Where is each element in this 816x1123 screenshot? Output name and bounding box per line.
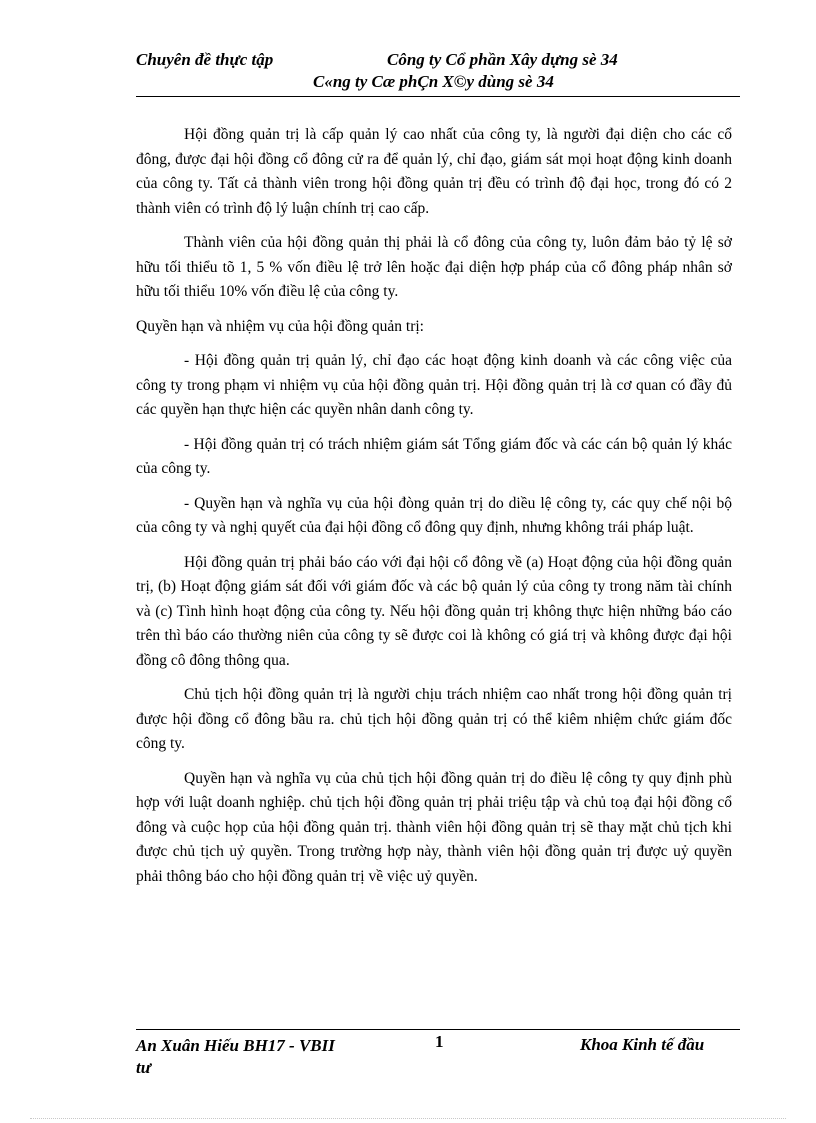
- footer-author-line2: tư: [136, 1058, 151, 1077]
- paragraph-bullet-charter: - Quyền hạn và nghĩa vụ của hội đòng quản trị do diều lệ công ty, các quy chế nội bộ của công ty và nghị quyết của đại hội đồng cổ đông quy định, nhưng không trái pháp luật.: [136, 494, 732, 536]
- footer-author: [136, 1035, 376, 1079]
- footer-divider: [136, 1029, 740, 1030]
- paragraph-reporting: Hội đồng quản trị phải báo cáo với đại hội cổ đông về (a) Hoạt động của hội đồng quản trị, (b) Hoạt động giám sát đối với giám đốc và các bộ quản lý của công ty trong năm tài chính và (c) Tình hình hoạt động của công ty. Nếu hội đồng quản trị không thực hiện những báo cáo trên thì báo cáo thường niên của công ty sẽ được coi là không có giá trị và không được đại hội đồng cô đông thông qua.: [136, 553, 732, 669]
- page-number: 1: [435, 1032, 444, 1051]
- footer-faculty: Khoa Kinh tế đầu: [580, 1035, 705, 1054]
- document-body: [136, 123, 732, 899]
- page-header: [136, 50, 740, 97]
- paragraph-rights-heading: Quyền hạn và nhiệm vụ của hội đồng quản trị:: [136, 317, 424, 335]
- paragraph-bullet-supervision: - Hội đồng quản trị có trách nhiệm giám sát Tổng giám đốc và các cán bộ quản lý khác của công ty.: [136, 435, 732, 477]
- header-report-type: Chuyên đề thực tập: [136, 50, 274, 69]
- footer-author-line1: An Xuân Hiếu BH17 - VBII: [136, 1036, 335, 1055]
- paragraph-bullet-management: - Hội đồng quản trị quản lý, chỉ đạo các hoạt động kinh doanh và các công việc của công ty trong phạm vi nhiệm vụ của hội đồng quản trị. Hội đồng quản trị là cơ quan có đầy đủ các quyền hạn thực hiện các quyền nhân danh công ty.: [136, 352, 732, 418]
- page-bottom-edge: [30, 1118, 786, 1119]
- paragraph-chairman-rights: Quyền hạn và nghĩa vụ của chủ tịch hội đồng quản trị do điều lệ công ty quy định phù hợp với luật doanh nghiệp. chủ tịch hội đồng quản trị phải triệu tập và chủ toạ đại hội đồng cổ đông và cuộc họp của hội đồng quản trị. thành viên hội đồng quản trị sẽ thay mặt chủ tịch khi được chủ tịch uỷ quyền. Trong trường hợp này, thành viên hội đồng quản trị được uỷ quyền phải thông báo cho hội đồng quản trị về việc uỷ quyền.: [136, 769, 732, 885]
- header-company-name: Công ty Cổ phần Xây dựng sè 34: [387, 50, 618, 69]
- paragraph-chairman: Chủ tịch hội đồng quản trị là người chịu trách nhiệm cao nhất trong hội đồng quản trị được hội đồng cổ đông bầu ra. chủ tịch hội đồng quản trị có thể kiêm nhiệm chức giám đốc công ty.: [136, 686, 732, 752]
- paragraph-board-members: Thành viên của hội đồng quản thị phải là cổ đông của công ty, luôn đảm bảo tỷ lệ sở hữu tối thiểu tõ 1, 5 % vốn điều lệ trở lên hoặc đại diện hợp pháp của cổ đông pháp nhân sở hữu tối thiểu 10% vốn điều lệ của công ty.: [136, 234, 732, 300]
- header-company-name-garbled: C«ng ty Cæ phÇn X©y dùng sè 34: [313, 72, 554, 91]
- paragraph-board-role: Hội đồng quản trị là cấp quản lý cao nhất của công ty, là người đại diện cho các cổ đông, được đại hội đồng cổ đông cử ra để quản lý, chỉ đạo, giám sát mọi hoạt động kinh doanh của công ty. Tất cả thành viên trong hội đồng quản trị đều có trình độ đại học, trong đó có 2 thành viên có trình độ lý luận chính trị cao cấp.: [136, 126, 732, 217]
